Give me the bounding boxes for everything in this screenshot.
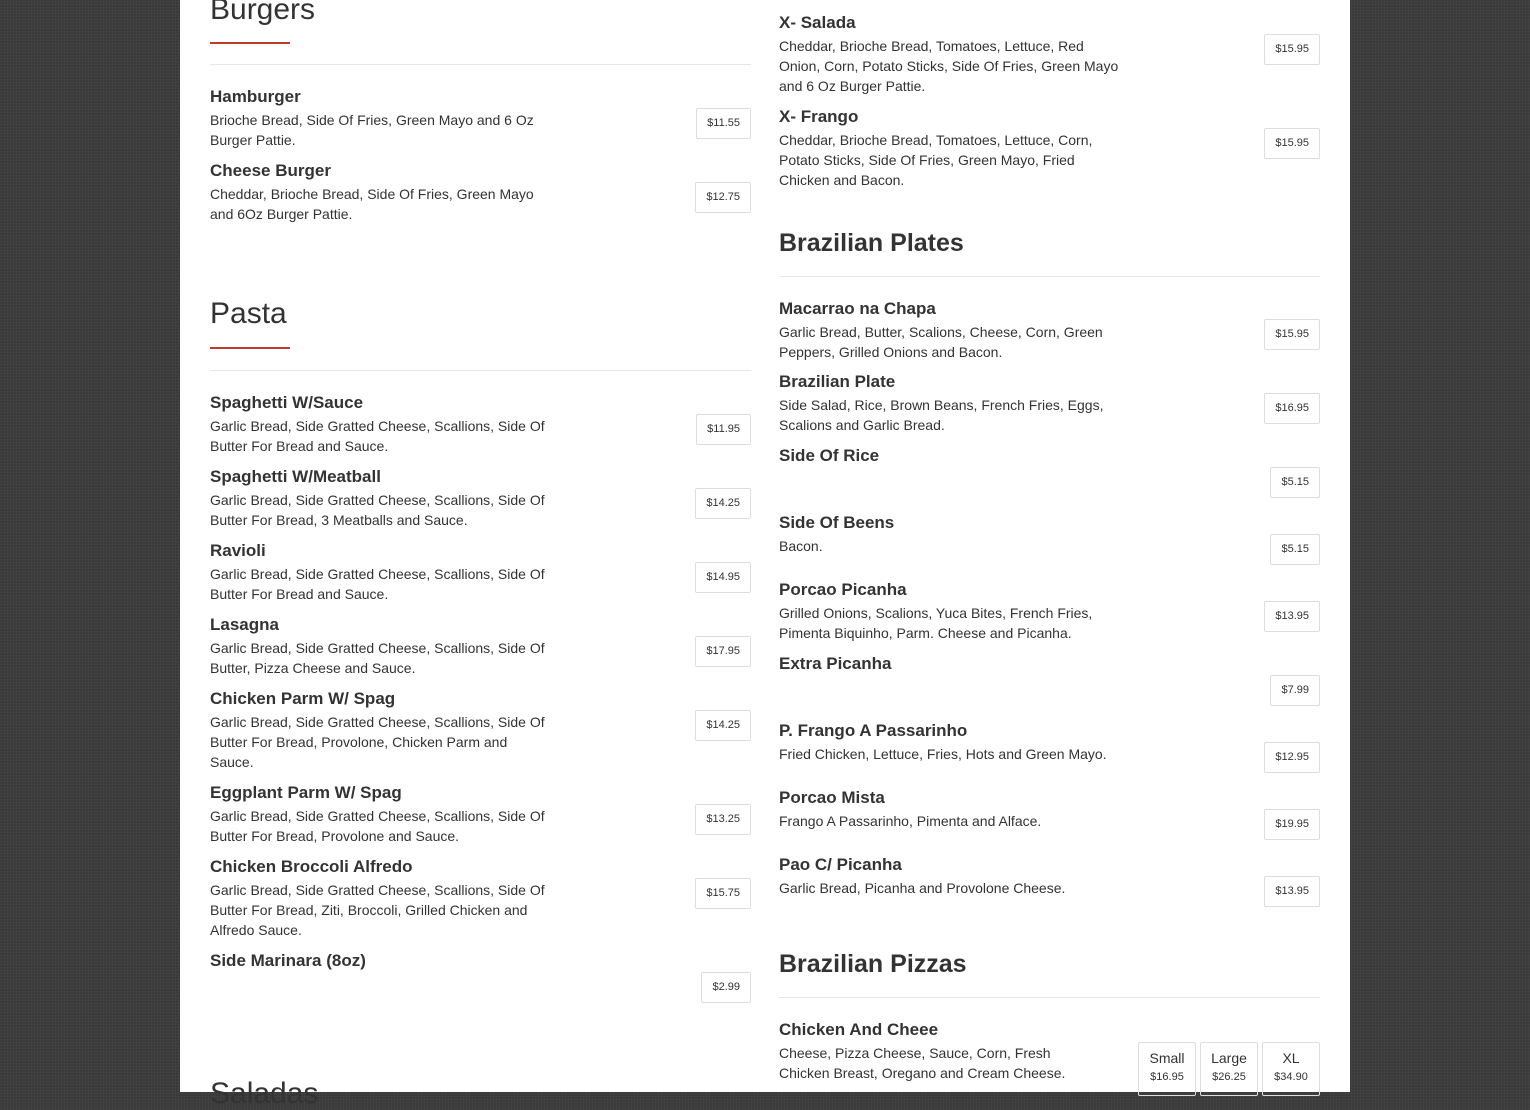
item-name: Spaghetti W/Meatball — [210, 467, 381, 486]
item-description: Garlic Bread, Side Gratted Cheese, Scallions, Side Of Butter For Bread, Ziti, Broccoli, Grilled Chicken and Alfredo Sauce. — [210, 882, 545, 938]
item-name: Side Marinara (8oz) — [210, 951, 366, 970]
price-badge[interactable]: $11.95 — [696, 414, 751, 445]
size-option-large[interactable] — [1200, 1042, 1258, 1096]
menu-item-cheese-burger[interactable] — [210, 161, 751, 224]
menu-page — [180, 0, 1350, 1110]
menu-item-porcao-mista[interactable] — [779, 788, 1320, 831]
item-name: Spaghetti W/Sauce — [210, 393, 364, 412]
size-label: Small — [1149, 1050, 1185, 1066]
title-underline — [210, 42, 290, 44]
section-title-burgers: Burgers — [210, 0, 316, 26]
size-option-xl[interactable] — [1262, 1042, 1320, 1096]
item-description: Garlic Bread, Side Gratted Cheese, Scallions, Side Of Butter For Bread and Sauce. — [210, 566, 545, 602]
item-description: Side Salad, Rice, Brown Beans, French Fries, Eggs, Scalions and Garlic Bread. — [779, 397, 1104, 433]
section-divider — [210, 370, 751, 371]
item-name: Side Of Rice — [779, 446, 880, 465]
price-badge[interactable]: $15.95 — [1264, 34, 1320, 65]
size-option-small[interactable] — [1138, 1042, 1196, 1096]
menu-item-chicken-broccoli-alfredo[interactable] — [210, 857, 751, 940]
item-description: Cheese, Pizza Cheese, Sauce, Corn, Fresh Chicken Breast, Oregano and Cream Cheese. — [779, 1045, 1066, 1081]
menu-item-x-frango[interactable] — [779, 107, 1320, 190]
price-badge[interactable]: $13.95 — [1264, 601, 1320, 632]
price-badge[interactable]: $5.15 — [1270, 534, 1320, 565]
price-badge[interactable]: $15.75 — [695, 878, 751, 909]
menu-item-spaghetti-meatball[interactable] — [210, 467, 751, 530]
price-badge[interactable]: $13.25 — [695, 804, 751, 835]
item-name: Side Of Beens — [779, 513, 895, 532]
menu-item-brazilian-plate[interactable] — [779, 372, 1320, 435]
item-description: Garlic Bread, Side Gratted Cheese, Scallions, Side Of Butter For Bread, Provolone, Chicken Parm and Sauce. — [210, 714, 545, 770]
price-badge[interactable]: $14.25 — [695, 710, 751, 741]
menu-item-eggplant-parm[interactable] — [210, 783, 751, 846]
item-description: Cheddar, Brioche Bread, Side Of Fries, Green Mayo and 6Oz Burger Pattie. — [210, 186, 534, 222]
item-description: Frango A Passarinho, Pimenta and Alface. — [779, 813, 1042, 829]
item-description: Garlic Bread, Side Gratted Cheese, Scallions, Side Of Butter For Bread and Sauce. — [210, 418, 545, 454]
item-description: Garlic Bread, Side Gratted Cheese, Scallions, Side Of Butter For Bread, 3 Meatballs and Sauce. — [210, 492, 545, 528]
menu-item-hamburger[interactable] — [210, 87, 751, 150]
price-badge[interactable]: $19.95 — [1264, 809, 1320, 840]
item-name: Extra Picanha — [779, 654, 892, 673]
title-underline — [210, 347, 290, 349]
section-title-brazilian-plates: Brazilian Plates — [779, 229, 964, 257]
price-badge[interactable]: $13.95 — [1264, 876, 1320, 907]
menu-item-ravioli[interactable] — [210, 541, 751, 604]
section-divider — [210, 64, 751, 65]
item-description: Fried Chicken, Lettuce, Fries, Hots and Green Mayo. — [779, 746, 1107, 762]
price-badge[interactable]: $2.99 — [701, 972, 751, 1003]
item-name: Cheese Burger — [210, 161, 331, 180]
item-name: Eggplant Parm W/ Spag — [210, 783, 402, 802]
menu-item-macarrao-na-chapa[interactable] — [779, 299, 1320, 362]
item-description: Bacon. — [779, 538, 823, 554]
size-label: XL — [1282, 1050, 1300, 1066]
menu-item-spaghetti-sauce[interactable] — [210, 393, 751, 456]
item-description: Brioche Bread, Side Of Fries, Green Mayo and 6 Oz Burger Pattie. — [210, 112, 534, 148]
menu-item-chicken-and-cheee[interactable] — [779, 1020, 1320, 1083]
item-description: Garlic Bread, Side Gratted Cheese, Scallions, Side Of Butter For Bread, Provolone and Sauce. — [210, 808, 545, 844]
price-badge[interactable]: $14.95 — [695, 562, 751, 593]
menu-item-porcao-picanha[interactable] — [779, 580, 1320, 643]
item-description: Cheddar, Brioche Bread, Tomatoes, Lettuce, Corn, Potato Sticks, Side Of Fries, Green Mayo, Fried Chicken and Bacon. — [779, 132, 1093, 188]
item-name: Pao C/ Picanha — [779, 855, 902, 874]
item-description: Garlic Bread, Side Gratted Cheese, Scallions, Side Of Butter, Pizza Cheese and Sauce. — [210, 640, 545, 676]
item-name: Macarrao na Chapa — [779, 299, 936, 318]
menu-item-side-of-beens[interactable] — [779, 513, 1320, 556]
item-description: Garlic Bread, Butter, Scalions, Cheese, Corn, Green Peppers, Grilled Onions and Bacon. — [779, 324, 1103, 360]
section-title-pasta: Pasta — [210, 297, 287, 330]
menu-item-extra-picanha[interactable] — [779, 654, 1320, 696]
price-badge[interactable]: $7.99 — [1270, 675, 1320, 706]
item-description: Cheddar, Brioche Bread, Tomatoes, Lettuce, Red Onion, Corn, Potato Sticks, Side Of Fries, Green Mayo and 6 Oz Burger Pattie. — [779, 38, 1119, 94]
menu-item-pao-c-picanha[interactable] — [779, 855, 1320, 898]
item-name: Lasagna — [210, 615, 279, 634]
price-badge[interactable]: $11.55 — [696, 108, 751, 139]
menu-item-frango-a-passarinho[interactable] — [779, 721, 1320, 764]
price-badge[interactable]: $14.25 — [695, 488, 751, 519]
item-name: P. Frango A Passarinho — [779, 721, 968, 740]
section-title-brazilian-pizzas: Brazilian Pizzas — [779, 950, 967, 978]
price-badge[interactable]: $16.95 — [1264, 393, 1320, 424]
size-price: $34.90 — [1274, 1071, 1308, 1083]
item-name: Chicken And Cheee — [779, 1020, 939, 1039]
menu-item-x-salada[interactable] — [779, 13, 1320, 96]
item-name: X- Frango — [779, 107, 859, 126]
item-name: Chicken Broccoli Alfredo — [210, 857, 413, 876]
item-name: Porcao Mista — [779, 788, 885, 807]
price-badge[interactable]: $12.75 — [695, 182, 751, 213]
price-badge[interactable]: $15.95 — [1264, 319, 1320, 350]
size-options — [1138, 1042, 1320, 1096]
section-divider — [779, 276, 1320, 277]
menu-item-chicken-parm[interactable] — [210, 689, 751, 772]
price-badge[interactable]: $5.15 — [1270, 467, 1320, 498]
item-name: Brazilian Plate — [779, 372, 896, 391]
item-name: Porcao Picanha — [779, 580, 907, 599]
price-badge[interactable]: $15.95 — [1264, 128, 1320, 159]
section-divider — [779, 997, 1320, 998]
item-name: X- Salada — [779, 13, 856, 32]
menu-item-side-of-rice[interactable] — [779, 446, 1320, 488]
item-description: Garlic Bread, Picanha and Provolone Cheese. — [779, 880, 1066, 896]
size-label: Large — [1211, 1050, 1247, 1066]
item-name: Chicken Parm W/ Spag — [210, 689, 396, 708]
price-badge[interactable]: $17.95 — [695, 636, 751, 667]
menu-item-side-marinara[interactable] — [210, 951, 751, 993]
item-description: Grilled Onions, Scalions, Yuca Bites, French Fries, Pimenta Biquinho, Parm. Cheese and Picanha. — [779, 605, 1093, 641]
item-name: Ravioli — [210, 541, 266, 560]
item-name: Hamburger — [210, 87, 301, 106]
menu-item-lasagna[interactable] — [210, 615, 751, 678]
size-price: $16.95 — [1150, 1071, 1184, 1083]
size-price: $26.25 — [1212, 1071, 1246, 1083]
section-title-saladas: Saladas — [210, 1077, 319, 1110]
price-badge[interactable]: $12.95 — [1264, 742, 1320, 773]
